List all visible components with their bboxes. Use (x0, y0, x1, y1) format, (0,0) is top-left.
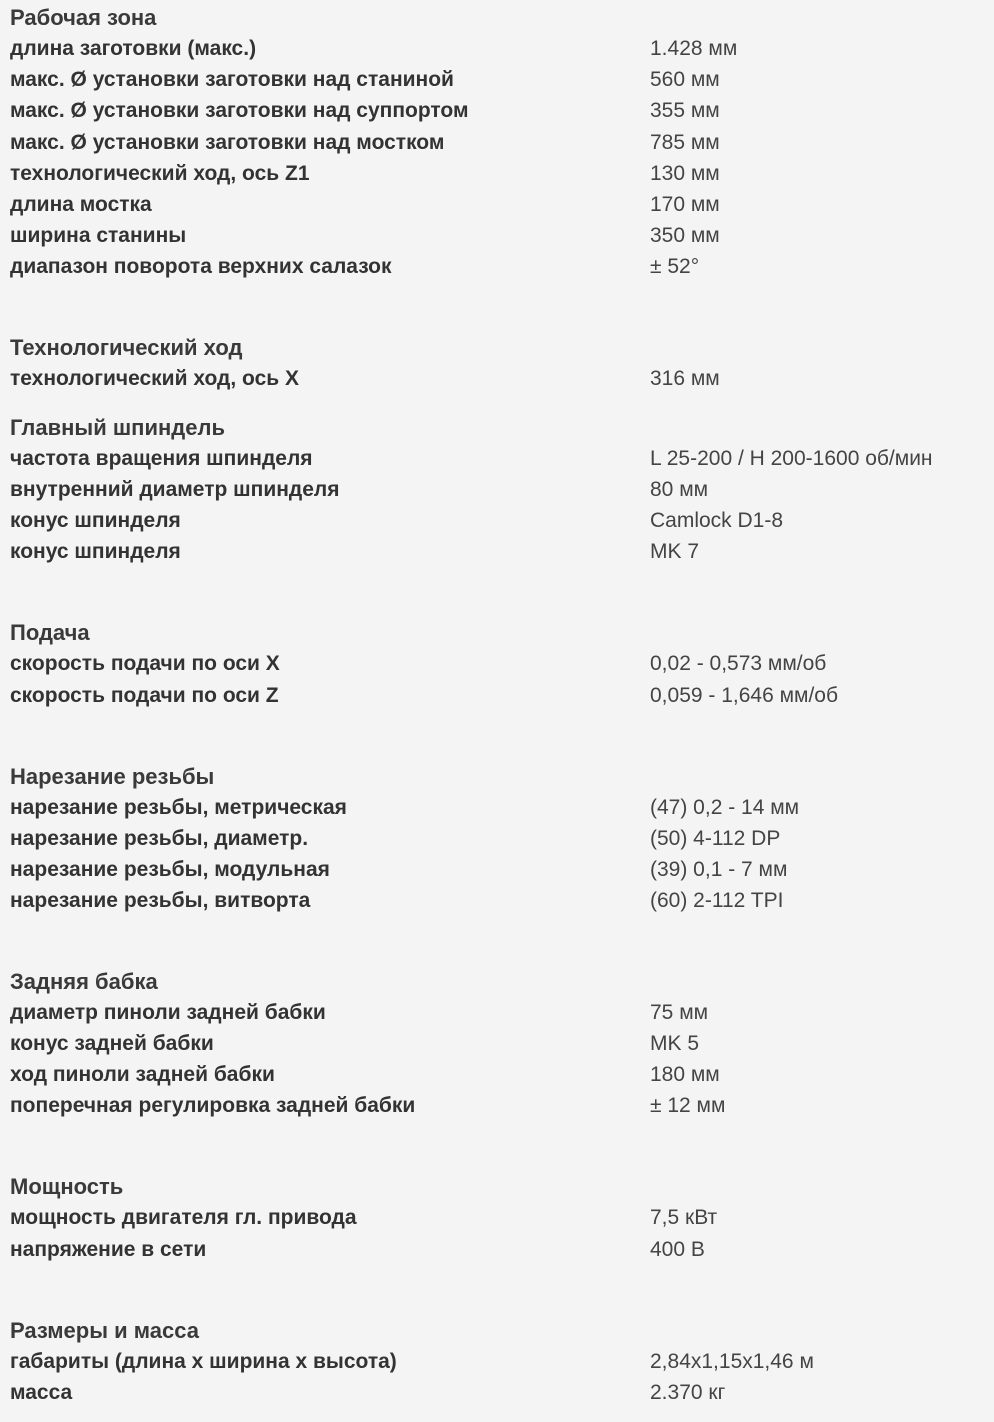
spec-section-main-spindle (10, 412, 990, 568)
spec-value: 75 мм (650, 1000, 709, 1024)
spec-row (10, 474, 990, 505)
spec-value: MK 7 (650, 540, 700, 564)
spec-value: 2,84x1,15x1,46 м (650, 1349, 814, 1373)
spec-value: 0,059 - 1,646 мм/об (650, 683, 839, 707)
spec-section-threading (10, 761, 990, 917)
spec-section-power (10, 1171, 990, 1264)
spec-row (10, 1234, 990, 1265)
spec-value: 785 мм (650, 130, 720, 154)
spec-value: (50) 4-112 DP (650, 827, 781, 850)
spec-value: 400 В (650, 1237, 705, 1261)
spec-row (10, 997, 990, 1028)
spec-label: технологический ход, ось Z1 (10, 161, 310, 185)
spec-row (10, 792, 990, 823)
section-title: Рабочая зона (10, 5, 157, 30)
spec-label: внутренний диаметр шпинделя (10, 477, 340, 501)
spec-row (10, 33, 990, 64)
spec-label: напряжение в сети (10, 1237, 207, 1261)
spec-label: ход пиноли задней бабки (10, 1062, 275, 1086)
spec-row (10, 1059, 990, 1090)
spec-row (10, 158, 990, 189)
spec-label: ширина станины (10, 224, 187, 248)
spec-value: 180 мм (650, 1062, 720, 1086)
spec-label: нарезание резьбы, витворта (10, 889, 311, 913)
spec-value: MK 5 (650, 1031, 700, 1055)
spec-row (10, 64, 990, 95)
spec-label: диапазон поворота верхних салазок (10, 255, 392, 279)
spec-value: 80 мм (650, 477, 709, 501)
spec-label: длина мостка (10, 192, 152, 216)
spec-section-dimensions-weight (10, 1315, 990, 1408)
spec-value: 560 мм (650, 68, 720, 92)
section-title: Задняя бабка (10, 968, 158, 994)
spec-label: скорость подачи по оси Z (10, 683, 279, 707)
spec-label: диаметр пиноли задней бабки (10, 1000, 326, 1024)
spec-value: L 25-200 / H 200-1600 об/мин (650, 446, 933, 470)
spec-row (10, 95, 990, 126)
spec-value: 130 мм (650, 161, 720, 185)
spec-section-work-area (10, 2, 990, 283)
spec-row (10, 1346, 990, 1377)
spec-label: масса (10, 1380, 73, 1404)
spec-label: мощность двигателя гл. привода (10, 1206, 357, 1230)
spec-row (10, 1377, 990, 1408)
spec-value: 1.428 мм (650, 37, 738, 60)
spec-label: нарезание резьбы, метрическая (10, 795, 347, 819)
spec-row (10, 854, 990, 885)
spec-row (10, 505, 990, 536)
spec-label: макс. Ø установки заготовки над суппортом (10, 99, 469, 123)
spec-value: (47) 0,2 - 14 мм (650, 795, 800, 819)
spec-value: ± 52° (650, 255, 700, 279)
spec-label: технологический ход, ось X (10, 366, 300, 390)
spec-label: длина заготовки (макс.) (10, 37, 257, 60)
spec-row (10, 1028, 990, 1059)
spec-row (10, 127, 990, 158)
spec-value: 7,5 кВт (650, 1206, 718, 1230)
spec-label: макс. Ø установки заготовки над станиной (10, 68, 454, 92)
section-title: Технологический ход (10, 334, 243, 360)
spec-label: скорость подачи по оси X (10, 652, 280, 676)
spec-section-travel (10, 332, 990, 394)
spec-label: конус шпинделя (10, 540, 181, 564)
spec-row (10, 1202, 990, 1233)
section-title: Подача (10, 620, 90, 646)
spec-value: Camlock D1-8 (650, 509, 784, 533)
spec-row (10, 443, 990, 474)
spec-value: 350 мм (650, 224, 720, 248)
spec-row (10, 536, 990, 567)
spec-section-tailstock (10, 966, 990, 1122)
spec-row (10, 885, 990, 916)
spec-label: конус шпинделя (10, 509, 181, 533)
spec-label: конус задней бабки (10, 1031, 214, 1055)
spec-value: ± 12 мм (650, 1094, 726, 1118)
spec-value: 2.370 кг (650, 1380, 726, 1404)
spec-row (10, 251, 990, 282)
section-title: Нарезание резьбы (10, 763, 215, 789)
specifications-list (10, 2, 990, 1408)
spec-label: частота вращения шпинделя (10, 446, 313, 470)
spec-row (10, 189, 990, 220)
spec-value: 316 мм (650, 366, 720, 390)
spec-value: (60) 2-112 TPI (650, 889, 784, 913)
spec-label: габариты (длина x ширина x высота) (10, 1349, 397, 1373)
spec-row (10, 823, 990, 854)
spec-section-feed (10, 617, 990, 710)
spec-label: нарезание резьбы, модульная (10, 858, 330, 882)
section-title: Мощность (10, 1174, 124, 1200)
section-title: Размеры и масса (10, 1317, 199, 1343)
spec-value: (39) 0,1 - 7 мм (650, 858, 788, 882)
spec-label: поперечная регулировка задней бабки (10, 1094, 416, 1118)
spec-row (10, 648, 990, 679)
spec-row (10, 220, 990, 251)
spec-row (10, 680, 990, 711)
section-title: Главный шпиндель (10, 414, 225, 440)
spec-row (10, 1090, 990, 1121)
spec-label: макс. Ø установки заготовки над мостком (10, 130, 445, 154)
spec-value: 0,02 - 0,573 мм/об (650, 652, 827, 676)
spec-value: 355 мм (650, 99, 720, 123)
spec-value: 170 мм (650, 192, 720, 216)
spec-label: нарезание резьбы, диаметр. (10, 827, 309, 850)
spec-row (10, 363, 990, 394)
